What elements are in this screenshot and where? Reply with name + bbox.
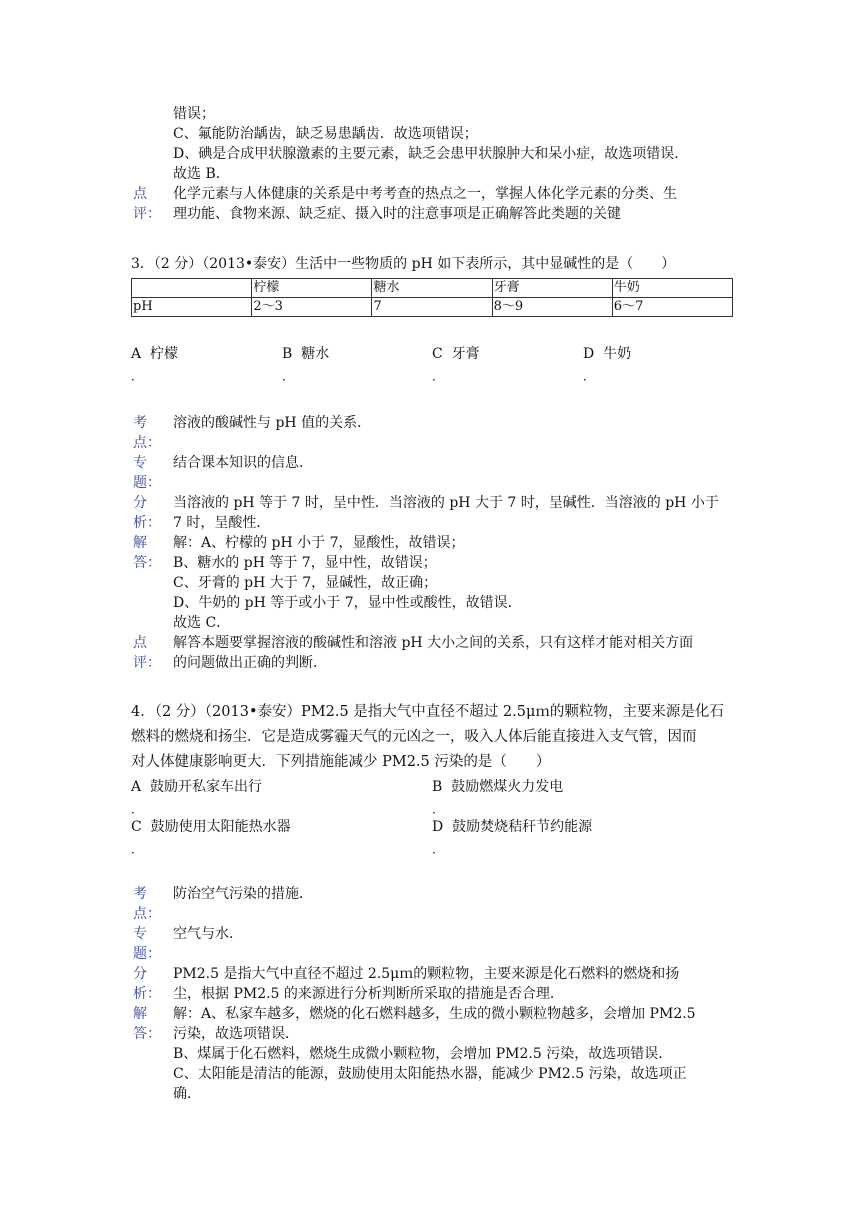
option-letter: D	[583, 346, 595, 362]
q3-kaodian-label-1: 考	[133, 415, 147, 431]
option-letter: C	[432, 346, 443, 362]
ph-table-cell: pH	[132, 298, 252, 317]
prev-comment-label-2: 评：	[133, 206, 161, 222]
q3-jieda-line-1: 解：A、柠檬的 pH 小于 7，显酸性，故错误；	[173, 535, 465, 551]
q3-dianping-line-1: 解答本题要掌握溶液的酸碱性和溶液 pH 大小之间的关系，只有这样才能对相关方面	[173, 635, 694, 651]
q4-zhuanti-label-2: 题：	[133, 946, 161, 962]
q3-option-b[interactable]	[282, 344, 329, 364]
q3-jieda-line-3: C、牙膏的 pH 大于 7，显碱性，故正确；	[173, 575, 438, 591]
prev-answer-line-4: 故选 B．	[173, 166, 230, 182]
q4-option-b[interactable]	[432, 777, 563, 797]
option-text: 糖水	[301, 346, 330, 362]
option-dot: ．	[432, 802, 445, 816]
ph-table-cell: 7	[372, 298, 492, 317]
q4-jieda-label-1: 解	[133, 1006, 147, 1022]
ph-table-cell: 6～7	[612, 298, 732, 317]
prev-comment-line-1: 化学元素与人体健康的关系是中考考查的热点之一，掌握人体化学元素的分类、生	[173, 186, 677, 202]
q3-option-d[interactable]	[583, 344, 631, 364]
option-dot: ．	[282, 369, 295, 383]
q3-fenxi-line-1: 当溶液的 pH 等于 7 时，呈中性．当溶液的 pH 大于 7 时，呈碱性．当溶液的 pH 小于	[173, 495, 719, 511]
q3-dianping-label-1: 点	[133, 635, 147, 651]
q3-zhuanti-text: 结合课本知识的信息．	[173, 455, 313, 471]
q4-fenxi-line-1: PM2.5 是指大气中直径不超过 2.5μｍ的颗粒物，主要来源是化石燃料的燃烧和扬	[173, 966, 680, 982]
option-text: 牙膏	[451, 346, 480, 362]
option-dot: ．	[432, 842, 445, 856]
q4-kaodian-label-2: 点：	[133, 906, 161, 922]
q3-kaodian-text: 溶液的酸碱性与 pH 值的关系．	[173, 415, 372, 431]
option-text: 鼓励开私家车出行	[150, 779, 263, 795]
prev-comment-line-2: 理功能、食物来源、缺乏症、摄入时的注意事项是正确解答此类题的关键	[173, 206, 621, 222]
q4-fenxi-label-1: 分	[133, 966, 147, 982]
q3-stem: 3．（2 分）（2013•泰安）生活中一些物质的 pH 如下表所示，其中显碱性的是（ ）	[131, 256, 676, 272]
ph-table-row	[132, 298, 733, 317]
q3-kaodian-label-2: 点：	[133, 435, 161, 451]
option-dot: ．	[432, 369, 445, 383]
option-letter: A	[131, 779, 142, 795]
q3-fenxi-label-2: 析：	[133, 515, 161, 531]
ph-table-cell: 8～9	[492, 298, 612, 317]
option-text: 鼓励使用太阳能热水器	[150, 819, 291, 835]
q4-zhuanti-label-1: 专	[133, 926, 147, 942]
ph-table	[131, 278, 733, 317]
q4-jieda-line-4: C、太阳能是清洁的能源，鼓励使用太阳能热水器，能减少 PM2.5 污染，故选项正	[173, 1066, 687, 1082]
q3-zhuanti-label-1: 专	[133, 455, 147, 471]
option-letter: D	[432, 819, 444, 835]
q4-fenxi-label-2: 析：	[133, 986, 161, 1002]
q4-kaodian-label-1: 考	[133, 886, 147, 902]
ph-table-cell: 2～3	[252, 298, 372, 317]
option-letter: B	[282, 346, 293, 362]
q4-option-c[interactable]	[131, 817, 291, 837]
q4-jieda-line-3: B、煤属于化石燃料，燃烧生成微小颗粒物，会增加 PM2.5 污染，故选项错误．	[173, 1046, 673, 1062]
option-text: 柠檬	[150, 346, 179, 362]
q3-jieda-label-1: 解	[133, 535, 147, 551]
ph-table-header-row	[132, 279, 733, 298]
q3-jieda-line-5: 故选 C．	[173, 615, 231, 631]
option-text: 牛奶	[603, 346, 632, 362]
option-text: 鼓励焚烧秸秆节约能源	[452, 819, 593, 835]
option-letter: A	[131, 346, 142, 362]
prev-answer-line-3: D、碘是合成甲状腺激素的主要元素，缺乏会患甲状腺肿大和呆小症，故选项错误．	[173, 146, 689, 162]
q3-option-a[interactable]	[131, 344, 178, 364]
q4-option-d[interactable]	[432, 817, 592, 837]
prev-comment-label-1: 点	[133, 186, 147, 202]
prev-answer-line-2: C、氟能防治龋齿，缺乏易患龋齿．故选项错误；	[173, 126, 478, 142]
option-letter: C	[131, 819, 142, 835]
ph-table-cell: 糖水	[372, 279, 492, 298]
ph-table-cell	[132, 279, 252, 298]
q4-zhuanti-text: 空气与水．	[173, 926, 243, 942]
q4-stem-line-1: 4．（2 分）（2013•泰安）PM2.5 是指大气中直径不超过 2.5μｍ的颗粒物，主要来源是化石	[131, 704, 724, 720]
q4-jieda-line-5: 确．	[173, 1086, 201, 1102]
option-dot: ．	[131, 369, 144, 383]
option-dot: ．	[131, 802, 144, 816]
q4-jieda-line-2: 污染，故选项错误．	[173, 1026, 299, 1042]
q4-stem-line-3: 对人体健康影响更大．下列措施能减少 PM2.5 污染的是（ ）	[131, 754, 551, 770]
prev-answer-line-1: 错误；	[173, 106, 215, 122]
ph-table-cell: 柠檬	[252, 279, 372, 298]
q4-jieda-line-1: 解：A、私家车越多，燃烧的化石燃料越多，生成的微小颗粒物越多，会增加 PM2.5	[173, 1006, 696, 1022]
q4-option-a[interactable]	[131, 777, 262, 797]
ph-table-cell: 牛奶	[612, 279, 732, 298]
q4-stem-line-2: 燃料的燃烧和扬尘．它是造成雾霾天气的元凶之一，吸入人体后能直接进入支气管，因而	[131, 729, 697, 745]
q3-jieda-label-2: 答：	[133, 555, 161, 571]
q3-fenxi-line-2: 7 时，呈酸性．	[173, 515, 271, 531]
q4-jieda-label-2: 答：	[133, 1026, 161, 1042]
q3-fenxi-label-1: 分	[133, 495, 147, 511]
q3-jieda-line-2: B、糖水的 pH 等于 7，显中性，故错误；	[173, 555, 437, 571]
option-text: 鼓励燃煤火力发电	[451, 779, 564, 795]
q3-jieda-line-4: D、牛奶的 pH 等于或小于 7，显中性或酸性，故错误．	[173, 595, 522, 611]
option-dot: ．	[131, 842, 144, 856]
ph-table-cell: 牙膏	[492, 279, 612, 298]
q4-kaodian-text: 防治空气污染的措施．	[173, 886, 313, 902]
option-dot: ．	[583, 369, 596, 383]
q3-option-c[interactable]	[432, 344, 480, 364]
q4-fenxi-line-2: 尘，根据 PM2.5 的来源进行分析判断所采取的措施是否合理．	[173, 986, 564, 1002]
q3-dianping-label-2: 评：	[133, 655, 161, 671]
q3-zhuanti-label-2: 题：	[133, 475, 161, 491]
option-letter: B	[432, 779, 443, 795]
q3-dianping-line-2: 的问题做出正确的判断．	[173, 655, 327, 671]
